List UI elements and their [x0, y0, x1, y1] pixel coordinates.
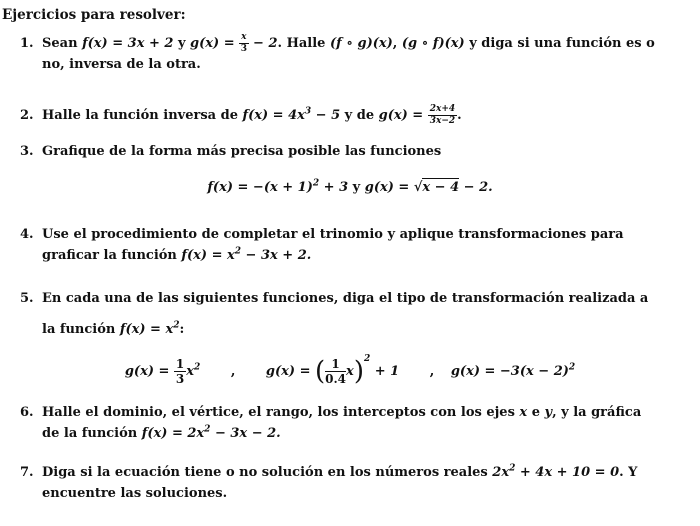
exercise-number: 4.: [20, 227, 34, 242]
denominator: 3: [240, 44, 247, 54]
exercise-text: Grafique de la forma más precisa posible las funciones: [42, 144, 442, 159]
math-f-rest: + 3: [319, 180, 349, 195]
exponent: 2: [173, 320, 180, 331]
fraction: [325, 358, 346, 385]
separator: ,: [429, 364, 435, 379]
exercise-text: , y la gráfica: [552, 405, 642, 420]
math-g2-rest: + 1: [370, 364, 400, 379]
math-f-rest: − 3x − 2.: [210, 426, 281, 441]
radicand: x − 4: [422, 180, 460, 195]
math-g-lhs: g(x) =: [190, 36, 240, 51]
fraction: [174, 358, 186, 385]
exercise-text: e: [527, 405, 545, 420]
exercise-text: . Halle: [277, 36, 330, 51]
separator: ,: [230, 364, 236, 379]
exercise-4: [20, 224, 672, 266]
exercise-2: [20, 105, 672, 126]
exercise-5: [20, 288, 672, 340]
denominator: 3x−2: [429, 116, 456, 126]
exercise-text: la función: [42, 322, 120, 337]
exercise-text: graficar la función: [42, 248, 182, 263]
exercise-number: 1.: [20, 36, 34, 51]
exponent: 2: [234, 246, 242, 257]
exercise-text: Diga si la ecuación tiene o no solución en los números reales: [42, 465, 493, 480]
exercise-number: 6.: [20, 405, 34, 420]
numerator: 2x+4: [429, 104, 456, 114]
exercise-5-functions: [0, 354, 700, 387]
math-var: x: [346, 364, 354, 379]
math-f-rest: − 3x + 2.: [241, 248, 312, 263]
math-g2-lhs: g(x) =: [265, 364, 315, 379]
exercise-text: En cada una de las siguientes funciones, diga el tipo de transformación realizada a: [42, 291, 649, 306]
math-f: f(x) = 2x: [141, 426, 205, 441]
exercise-text: y de: [340, 108, 379, 123]
page-title: Ejercicios para resolver:: [2, 7, 186, 23]
exercise-number: 2.: [20, 108, 34, 123]
exponent: 2: [194, 362, 201, 373]
math-g3: g(x) = −3(x − 2): [450, 364, 569, 379]
exercise-text: de la función: [42, 426, 142, 441]
exponent: 2: [509, 463, 516, 474]
fraction: [428, 105, 457, 126]
exponent: 2: [312, 178, 320, 189]
exponent: 3: [304, 106, 312, 117]
exercise-text: Halle el dominio, el vértice, el rango, los interceptos con los ejes: [42, 405, 520, 420]
exercise-6: [20, 402, 672, 444]
exercise-3-functions: [0, 180, 700, 195]
math-g-lhs: g(x) =: [378, 108, 428, 123]
math-var: x: [186, 364, 195, 379]
exercise-3: [20, 141, 672, 162]
math-g1-lhs: g(x) =: [124, 364, 174, 379]
exercise-number: 7.: [20, 465, 34, 480]
exercise-1: [20, 33, 672, 75]
math-f: f(x) = x: [119, 322, 174, 337]
exercise-text: Halle la función inversa de: [42, 108, 243, 123]
paren-open: (: [315, 356, 326, 387]
math-g-rest: − 2.: [459, 180, 493, 195]
math-var: x: [519, 405, 528, 420]
math-f: f(x) = x: [181, 248, 235, 263]
fraction: [239, 33, 248, 54]
exercise-text: .: [457, 108, 462, 123]
exercise-text: Use el procedimiento de completar el trinomio y aplique transformaciones para: [42, 227, 624, 242]
math-g-rest: − 2: [248, 36, 278, 51]
math-composition-gf: (g ∘ f)(x): [401, 36, 465, 51]
exponent: 2: [568, 362, 576, 373]
exercise-text: y: [348, 180, 365, 195]
exercise-text: . Y: [619, 465, 638, 480]
math-equation-rest: + 4x + 10 = 0: [515, 465, 620, 480]
paren-close: ): [353, 356, 364, 387]
math-var: y: [544, 405, 553, 420]
exercise-text: y: [173, 36, 191, 51]
exercise-text: encuentre las soluciones.: [42, 486, 228, 501]
denominator: 3: [175, 372, 185, 386]
denominator: 0.4: [325, 372, 347, 386]
exercise-text: y diga si una función es o: [464, 36, 655, 51]
exponent: 2: [204, 424, 211, 435]
math-f: f(x) = 3x + 2: [82, 36, 174, 51]
numerator: x: [241, 32, 247, 42]
math-g-lhs: g(x) = √: [364, 180, 423, 195]
exercise-text: no, inversa de la otra.: [42, 57, 201, 72]
exercise-number: 3.: [20, 144, 34, 159]
math-f-rest: − 5: [311, 108, 341, 123]
exercise-text: Sean: [42, 36, 83, 51]
exponent: 2: [363, 354, 371, 364]
exercise-number: 5.: [20, 291, 34, 306]
exercise-text: ,: [392, 36, 402, 51]
math-equation: 2x: [492, 465, 510, 480]
math-f: f(x) = 4x: [242, 108, 305, 123]
numerator: 1: [325, 358, 346, 372]
math-composition-fg: (f ∘ g)(x): [329, 36, 393, 51]
math-f: f(x) = −(x + 1): [207, 180, 313, 195]
numerator: 1: [175, 357, 185, 371]
exercise-7: [20, 462, 672, 504]
exercise-text: :: [179, 322, 185, 337]
